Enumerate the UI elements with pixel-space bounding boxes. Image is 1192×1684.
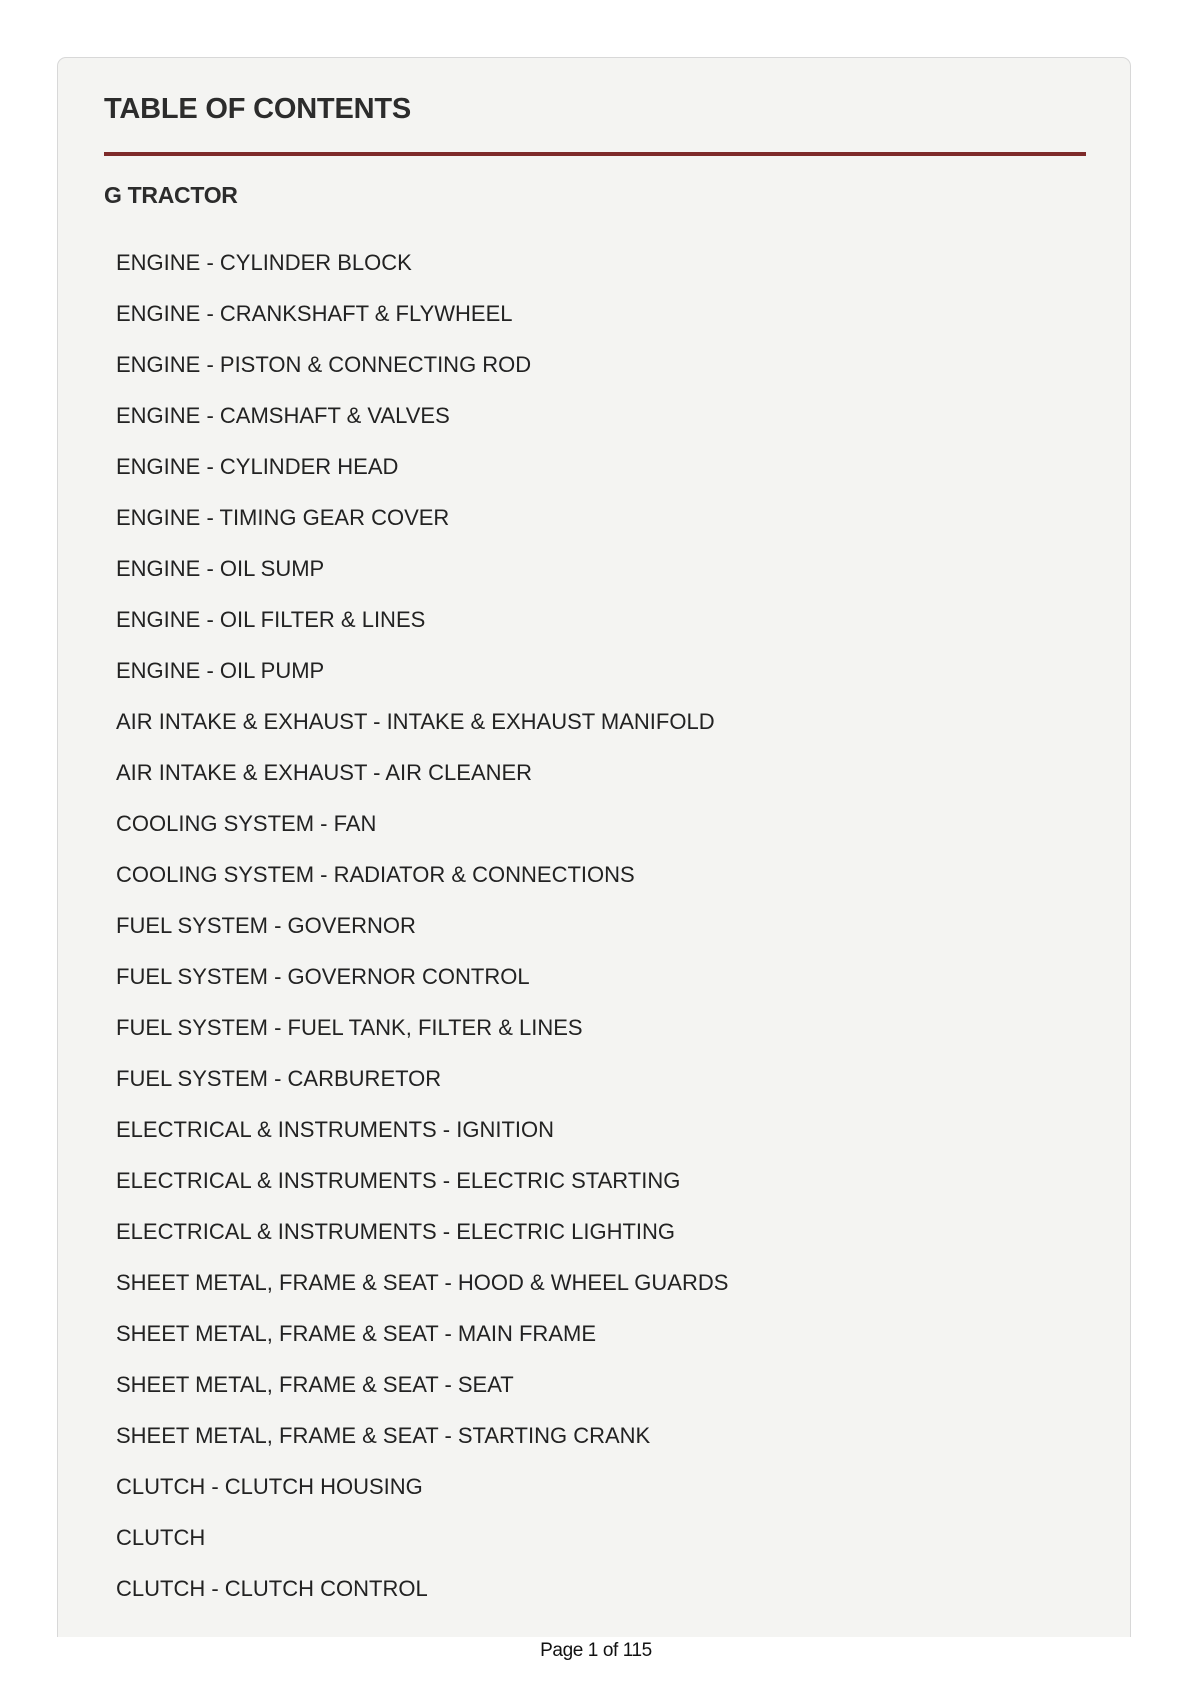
- toc-entry[interactable]: AIR INTAKE & EXHAUST - INTAKE & EXHAUST MANIFOLD: [116, 709, 715, 734]
- toc-entry[interactable]: COOLING SYSTEM - FAN: [116, 811, 377, 836]
- toc-entry[interactable]: ENGINE - CYLINDER HEAD: [116, 454, 399, 479]
- toc-entry[interactable]: ENGINE - OIL SUMP: [116, 556, 325, 581]
- toc-entry[interactable]: FUEL SYSTEM - FUEL TANK, FILTER & LINES: [116, 1015, 583, 1040]
- page-title: TABLE OF CONTENTS: [104, 93, 411, 125]
- toc-entry[interactable]: ENGINE - OIL PUMP: [116, 658, 325, 683]
- toc-entry[interactable]: ELECTRICAL & INSTRUMENTS - ELECTRIC LIGHTING: [116, 1219, 676, 1244]
- page-number-footer: Page 1 of 115: [540, 1640, 652, 1661]
- section-heading: G TRACTOR: [104, 182, 238, 208]
- toc-entry[interactable]: CLUTCH: [116, 1525, 206, 1550]
- toc-entry[interactable]: ENGINE - CRANKSHAFT & FLYWHEEL: [116, 301, 513, 326]
- toc-entry[interactable]: SHEET METAL, FRAME & SEAT - HOOD & WHEEL GUARDS: [116, 1270, 729, 1295]
- toc-entry[interactable]: FUEL SYSTEM - GOVERNOR CONTROL: [116, 964, 530, 989]
- toc-entry[interactable]: ENGINE - CAMSHAFT & VALVES: [116, 403, 450, 428]
- toc-entry[interactable]: SHEET METAL, FRAME & SEAT - MAIN FRAME: [116, 1321, 596, 1346]
- toc-entry[interactable]: ELECTRICAL & INSTRUMENTS - ELECTRIC STARTING: [116, 1168, 681, 1193]
- toc-entry[interactable]: ENGINE - CYLINDER BLOCK: [116, 250, 412, 275]
- toc-entry[interactable]: AIR INTAKE & EXHAUST - AIR CLEANER: [116, 760, 533, 785]
- toc-entry[interactable]: ENGINE - TIMING GEAR COVER: [116, 505, 450, 530]
- toc-entry[interactable]: ENGINE - PISTON & CONNECTING ROD: [116, 352, 532, 377]
- toc-panel: [57, 57, 1131, 1637]
- toc-entry[interactable]: ENGINE - OIL FILTER & LINES: [116, 607, 426, 632]
- toc-entry[interactable]: SHEET METAL, FRAME & SEAT - SEAT: [116, 1372, 514, 1397]
- toc-entry[interactable]: ELECTRICAL & INSTRUMENTS - IGNITION: [116, 1117, 555, 1142]
- title-divider: [104, 152, 1086, 156]
- toc-entry[interactable]: FUEL SYSTEM - CARBURETOR: [116, 1066, 442, 1091]
- toc-entry-list: [116, 248, 728, 1625]
- toc-entry[interactable]: COOLING SYSTEM - RADIATOR & CONNECTIONS: [116, 862, 635, 887]
- toc-entry[interactable]: CLUTCH - CLUTCH CONTROL: [116, 1576, 428, 1601]
- toc-entry[interactable]: SHEET METAL, FRAME & SEAT - STARTING CRANK: [116, 1423, 651, 1448]
- toc-entry[interactable]: CLUTCH - CLUTCH HOUSING: [116, 1474, 423, 1499]
- toc-entry[interactable]: FUEL SYSTEM - GOVERNOR: [116, 913, 416, 938]
